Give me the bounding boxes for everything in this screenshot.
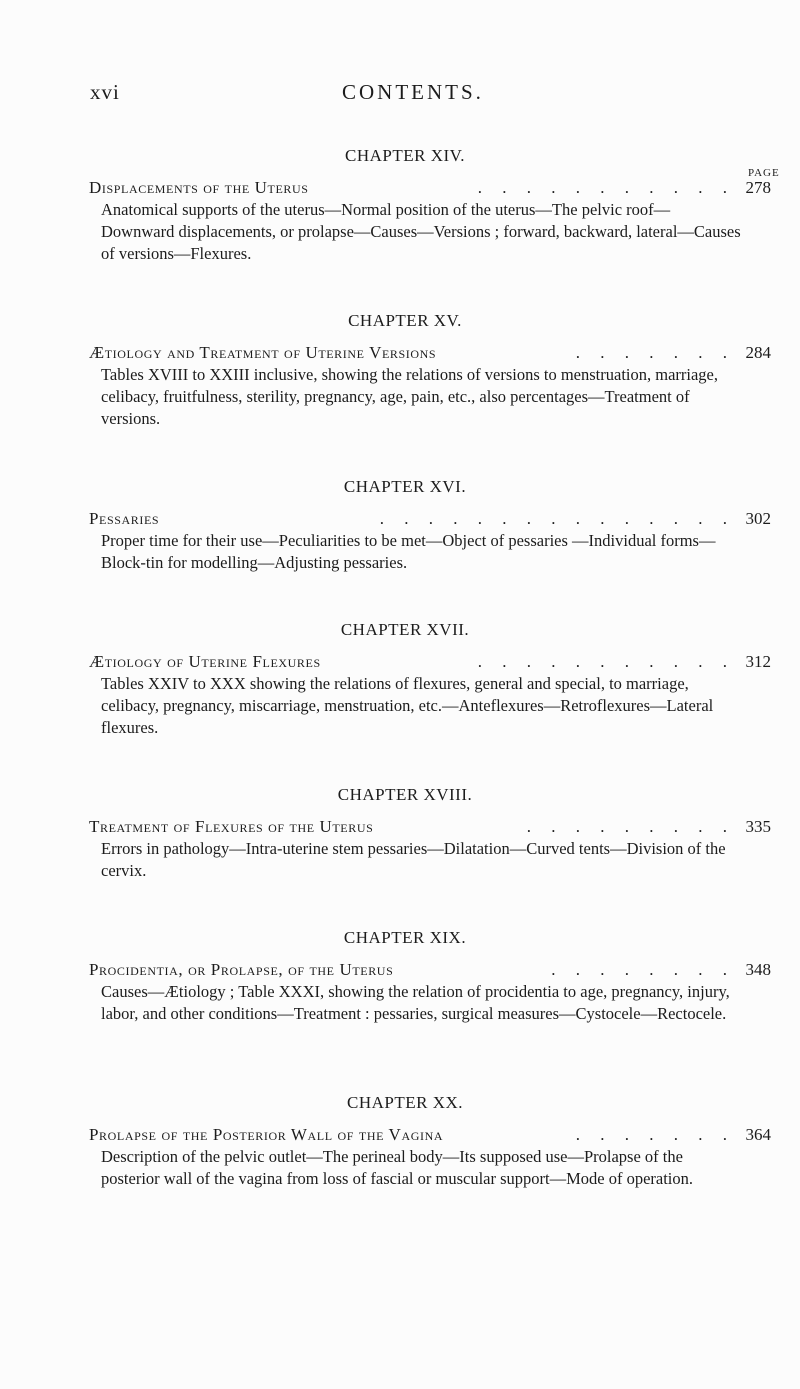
chapter-entry (89, 476, 771, 574)
chapter-heading: CHAPTER XV. (348, 311, 462, 330)
chapter-heading: CHAPTER XVI. (343, 477, 467, 496)
chapter-title-line (89, 177, 771, 199)
chapter-title: Pessaries (89, 509, 160, 528)
chapter-title-line (89, 816, 771, 838)
chapter-title: Procidentia, or Prolapse, of the Uterus (89, 960, 394, 979)
chapter-entry (89, 619, 771, 739)
chapter-title-line (89, 1124, 771, 1146)
chapter-heading: CHAPTER XIX. (343, 928, 467, 947)
page-reference: 278 (745, 178, 771, 197)
chapter-synopsis: Tables XVIII to XXIII inclusive, showing the relations of versions to menstruation, marriage, celibacy, fruitfulness, sterility, pregnancy, age, pain, etc., also percentages—Treatment of versions. (101, 365, 718, 428)
chapter-entry (89, 1092, 771, 1190)
chapter-heading: CHAPTER XVII. (340, 620, 470, 639)
chapter-title: Displacements of the Uterus (89, 178, 309, 197)
chapter-synopsis: Errors in pathology—Intra-uterine stem pessaries—Dilatation—Curved tents—Division of the cervix. (101, 839, 726, 880)
running-title: CONTENTS. (342, 80, 484, 104)
page-reference: 302 (745, 509, 771, 528)
chapter-synopsis: Description of the pelvic outlet—The perineal body—Its supposed use—Prolapse of the posterior wall of the vagina from loss of fascial or muscular support—Mode of operation. (101, 1147, 694, 1188)
chapter-entry (89, 145, 771, 265)
leader-dots: . . . . . . . (575, 343, 735, 362)
page-reference: 312 (745, 652, 771, 671)
chapter-title-line (89, 508, 771, 530)
chapter-entry (89, 310, 771, 430)
chapter-synopsis: Tables XXIV to XXX showing the relations of flexures, general and special, to marriage, celibacy, pregnancy, miscarriage, menstruation, etc.—Anteflexures—Retroflexures—Lateral flexures. (101, 674, 714, 737)
leader-dots: . . . . . . . . . . . (477, 178, 735, 197)
chapter-title: Treatment of Flexures of the Uterus (89, 817, 374, 836)
chapter-title: Ætiology of Uterine Flexures (89, 652, 321, 671)
page-column-label: PAGE (748, 167, 780, 179)
leader-dots: . . . . . . . . . (526, 817, 735, 836)
leader-dots: . . . . . . . . . . . . . . . (379, 509, 735, 528)
chapter-title: Ætiology and Treatment of Uterine Versions (89, 343, 437, 362)
leader-dots: . . . . . . . . . . . (477, 652, 735, 671)
chapter-title: Prolapse of the Posterior Wall of the Vagina (89, 1125, 444, 1144)
page-reference: 348 (745, 960, 771, 979)
leader-dots: . . . . . . . . (551, 960, 735, 979)
chapter-title-line (89, 342, 771, 364)
page-reference: 284 (745, 343, 771, 362)
chapter-title-line (89, 651, 771, 673)
leader-dots: . . . . . . . (575, 1125, 735, 1144)
page-reference: 364 (745, 1125, 771, 1144)
chapter-heading: CHAPTER XIV. (345, 146, 465, 165)
page-number: xvi (90, 80, 120, 104)
chapter-title-line (89, 959, 771, 981)
page-reference: 335 (745, 817, 771, 836)
chapter-synopsis: Causes—Ætiology ; Table XXXI, showing the relation of procidentia to age, pregnancy, injury, labor, and other conditions—Treatment : pessaries, surgical measures—Cystocele—Rectocele. (101, 982, 730, 1023)
chapter-heading: CHAPTER XX. (346, 1093, 463, 1112)
chapter-entry (89, 927, 771, 1025)
chapter-synopsis: Anatomical supports of the uterus—Normal position of the uterus—The pelvic roof—Downward displacements, or prolapse—Causes—Versions ; forward, backward, lateral—Causes of versions—Flexures. (101, 200, 741, 263)
chapter-synopsis: Proper time for their use—Peculiarities to be met—Object of pessaries —Individual forms—Block-tin for modelling—Adjusting pessaries. (101, 531, 716, 572)
chapter-heading: CHAPTER XVIII. (337, 785, 473, 804)
running-header (90, 80, 770, 110)
chapter-entry (89, 784, 771, 882)
